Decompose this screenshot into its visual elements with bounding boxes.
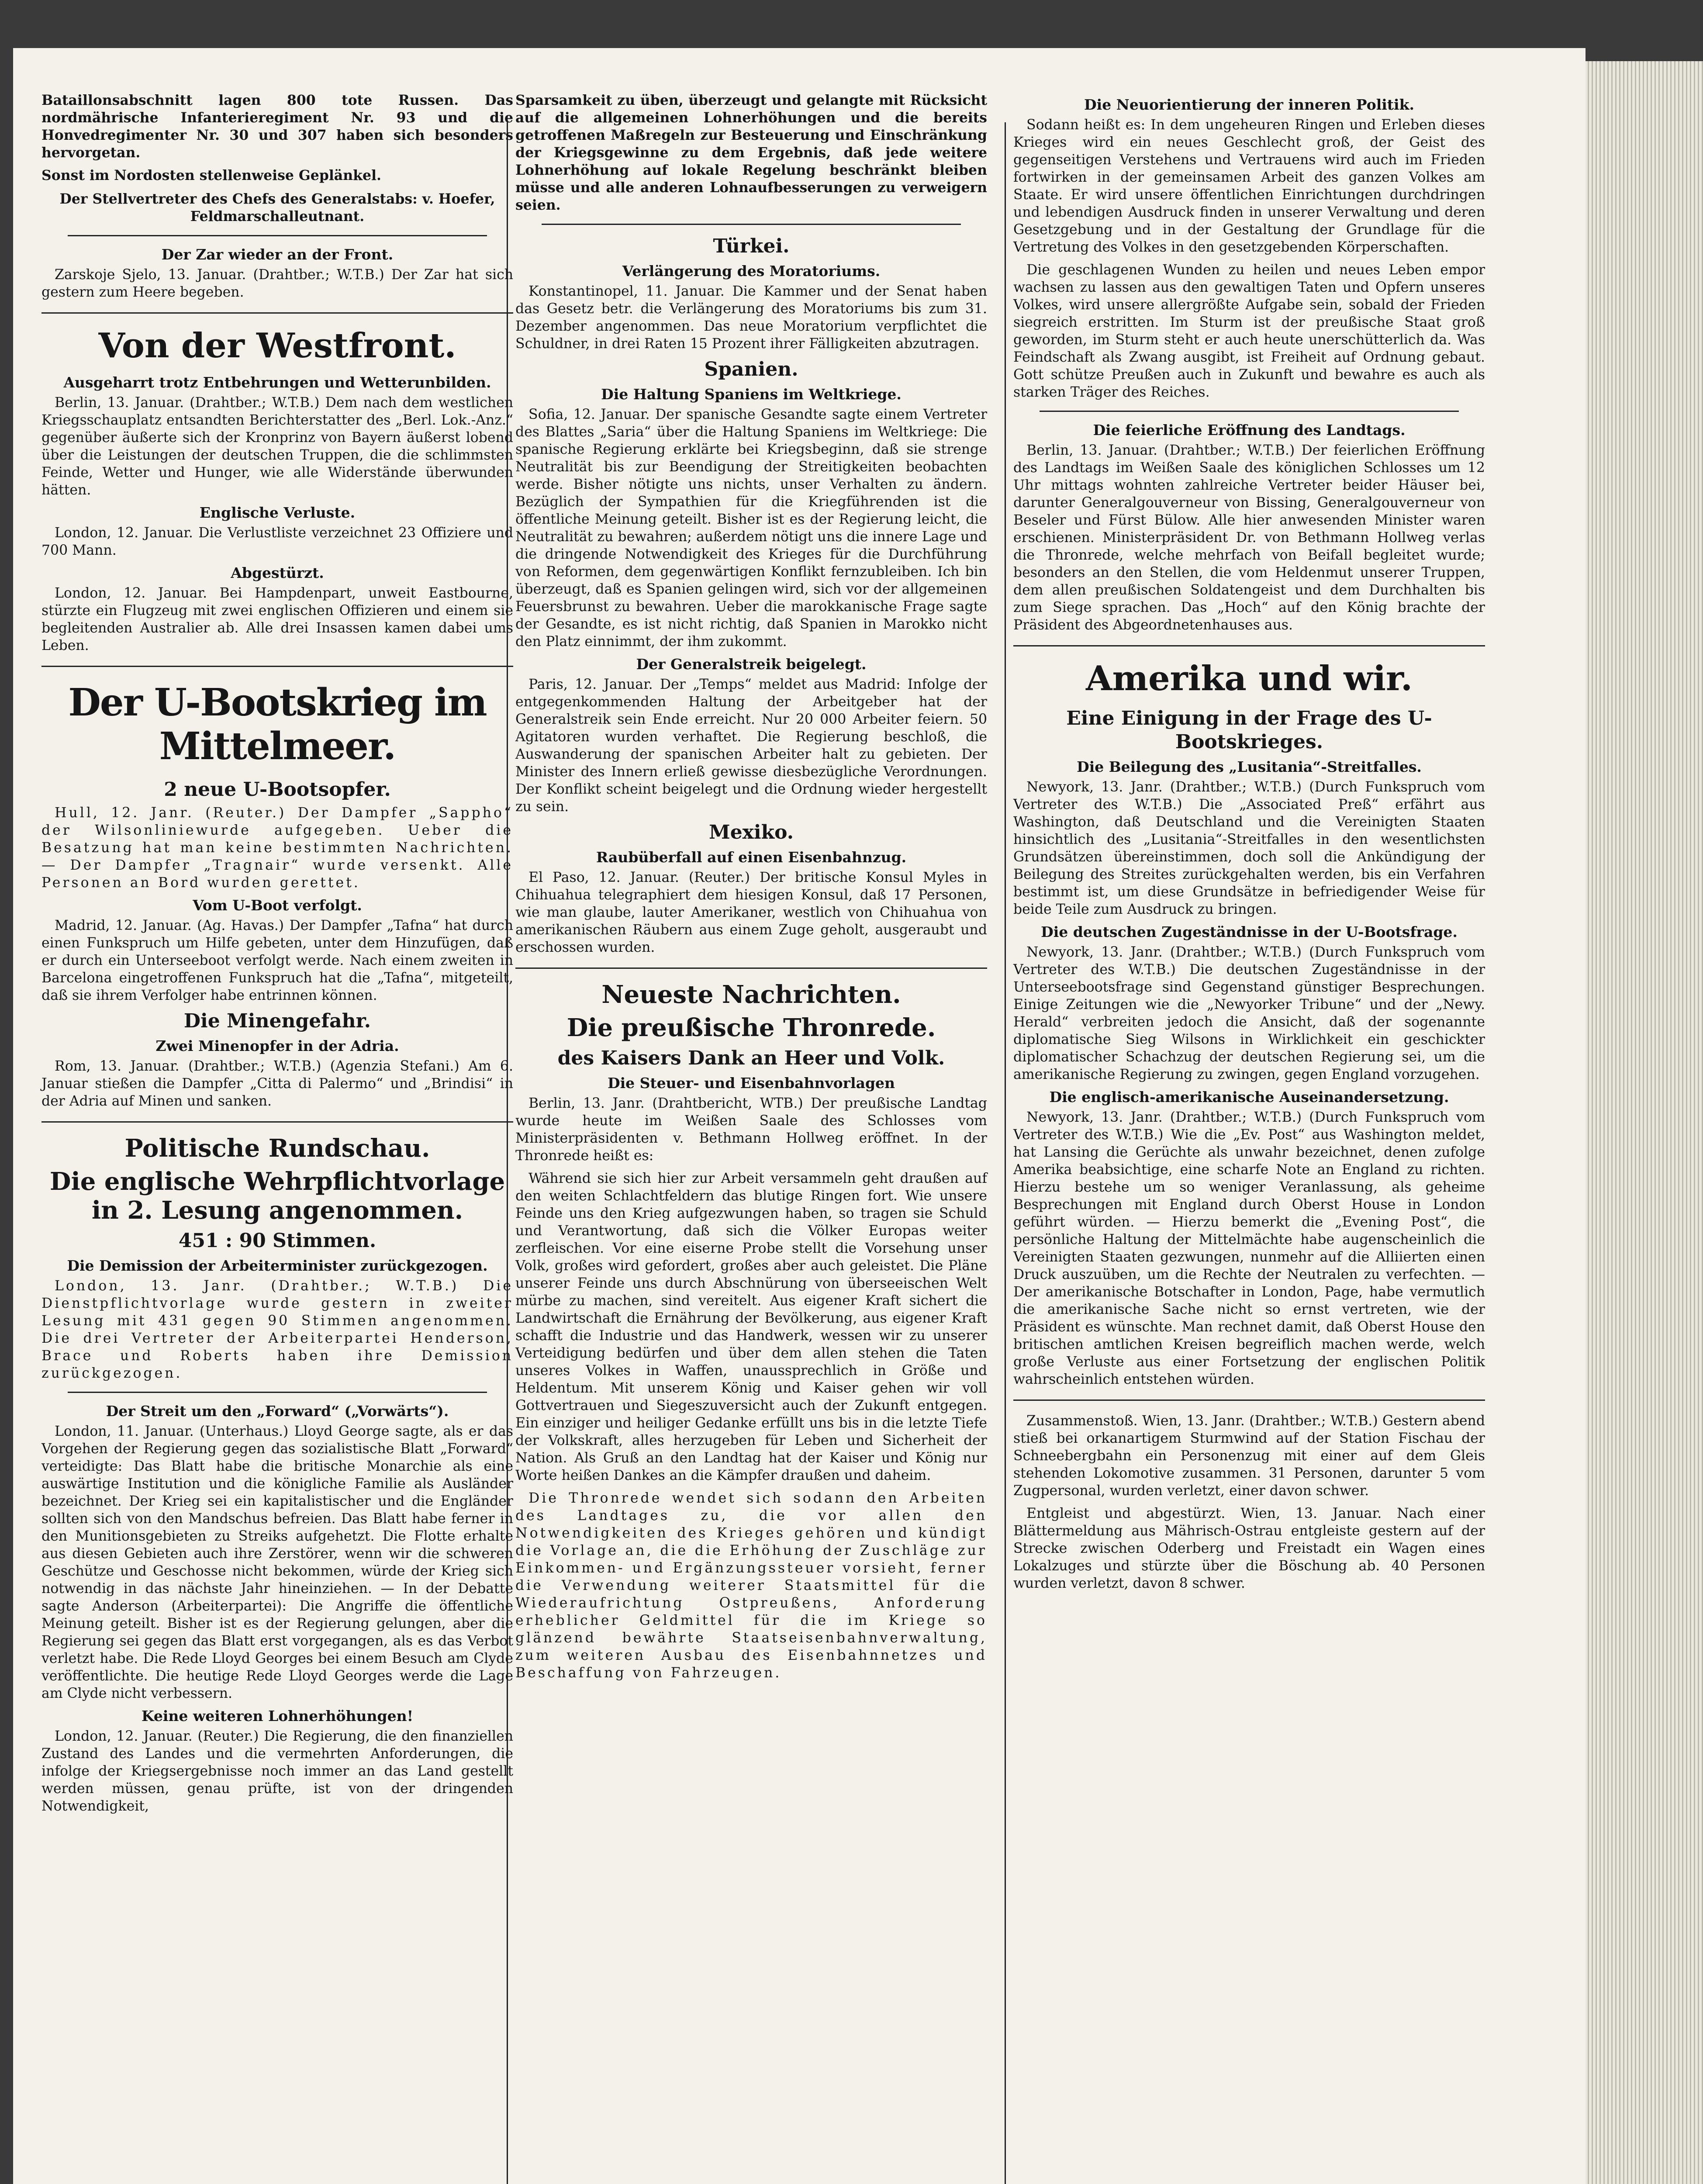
article-heading: Die deutschen Zugeständnisse in der U-Bootsfrage. <box>1041 923 1458 940</box>
article-text: Hull, 12. Janr. (Reuter.) Der Dampfer „Sappho“ der Wilsonliniewurde aufgegeben. Ueber die Besatzung hat man keine bestimmten Nachrichten. — Der Dampfer „Tragnair“ wurde versenkt. Alle Personen an Bord wurden gerettet. <box>41 805 513 891</box>
article-text: London, 11. Januar. (Unterhaus.) Lloyd George sagte, als er das Vorgehen der Regierung gegen das sozialistische Blatt „Forward“ verteidigte: Das Blatt habe die britische Monarchie als eine auswärtige Institution und die königliche Familie als Ausländer bezeichnet. Der Krieg sei ein kapitalistischer und die Engländer sollten sich von den Mandschus befreien. Das Blatt habe ferner in den Munitionsgebieten zu Streiks aufgehetzt. Die Flotte erhalte aus diesen Gebieten auch ihre Zerstörer, wenn wir die schweren Geschütze und Geschosse nicht bekommen, würde der Krieg sich notwendig in das nächste Jahr hineinziehen. — In der Debatte sagte Anderson (Arbeiterpartei): Die Angriffe die öffentliche Meinung geteilt. Bisher ist es der Regierung gelungen, aber die Regierung sei gegen das Blatt erst vorgegangen, als es das Verbot verletzt habe. Die Rede Lloyd Georges bei einem Besuch am Clyde veröffentlichte. Die heutige Rede Lloyd Georges werde die Lage am Clyde nicht verbessern. <box>41 1424 513 1701</box>
article-heading: Englische Verluste. <box>199 504 356 521</box>
column-2 <box>515 92 987 1687</box>
article-heading: Abgestürzt. <box>231 564 324 581</box>
divider <box>41 1121 513 1123</box>
section-heading: Von der Westfront. <box>98 326 456 366</box>
column-rule <box>1005 122 1006 2184</box>
article-text: London, 12. Januar. Bei Hampdenpart, unweit Eastbourne, stürzte ein Flugzeug mit zwei englischen Offizieren und einem sie begleitenden Australier ab. Alle drei Insassen kamen dabei ums Leben. <box>41 585 513 653</box>
vote-result: 451 : 90 Stimmen. <box>178 1230 377 1252</box>
article-text: London, 12. Januar. Die Verlustliste verzeichnet 23 Offiziere und 700 Mann. <box>41 525 513 558</box>
article-subheading: des Kaisers Dank an Heer und Volk. <box>557 1047 945 1069</box>
section-heading: Mexiko. <box>708 821 794 843</box>
article-subheading: Zwei Minenopfer in der Adria. <box>155 1037 399 1054</box>
article-subheading: 2 neue U-Bootsopfer. <box>164 778 391 801</box>
article-text: Newyork, 13. Janr. (Drahtber.; W.T.B.) (Durch Funkspruch vom Vertreter des W.T.B.) Die „Associated Preß“ erfährt aus Washington, daß Deutschland und die Vereinigten Staaten hinsichtlich des „Lusitania“-Streitfalles in den wesentlichsten Grundsätzen übereinstimmen, doch soll die Ankündigung der Beilegung des Streites zurückgehalten werden, bis ein Verfahren bestimmt ist, um diese Grundsätze in befriedigender Weise für beide Teile zum Ausdruck zu bringen. <box>1013 779 1485 917</box>
section-heading: Der U-Bootskrieg im Mittelmeer. <box>68 681 487 768</box>
section-heading: Türkei. <box>713 235 790 257</box>
article-heading: Die Neuorientierung der inneren Politik. <box>1084 96 1414 113</box>
article-text: Zarskoje Sjelo, 13. Januar. (Drahtber.; W.T.B.) Der Zar hat sich gestern zum Heere begeben. <box>41 267 513 300</box>
article-subheading: Eine Einigung in der Frage des U-Bootskrieges. <box>1066 707 1432 753</box>
divider <box>1013 1400 1485 1401</box>
article-subheading: Ausgeharrt trotz Entbehrungen und Wetterunbilden. <box>63 374 491 391</box>
article-text: Die geschlagenen Wunden zu heilen und neues Leben empor wachsen zu lassen aus den gewaltigen Taten und Opfern unseres Volkes, wird unsere allergrößte Aufgabe sein, sobald der Frieden siegreich erstritten. Im Sturm ist der preußische Staat groß geworden, im Sturm steht er auch heute unerschütterlich da. Was Feindschaft als Zwang ausgibt, ist Freiheit auf Ordnung gebaut. Gott schütze Preußen auch in Zukunft und bewahre es auch als starken Träger des Reiches. <box>1013 262 1485 400</box>
article-text: Zusammenstoß. Wien, 13. Janr. (Drahtber.; W.T.B.) Gestern abend stieß bei orkanartigem Sturmwind auf der Station Fischau der Schneebergbahn ein Personenzug mit einer auf dem Gleis stehenden Lokomotive zusammen. 31 Personen, darunter 5 vom Zugpersonal, wurden verletzt, einer davon schwer. <box>1013 1413 1485 1499</box>
divider <box>68 1392 487 1393</box>
article-text: Berlin, 13. Januar. (Drahtber.; W.T.B.) Dem nach dem westlichen Kriegsschauplatz entsandten Berichterstatter des „Berl. Lok.-Anz.“ gegenüber äußerte sich der Kronprinz von Bayern äußerst lobend über die Leistungen der deutschen Truppen, die die schlimmsten Feinde, Wetter und Hunger, wie alle Widerstände überwunden hätten. <box>41 395 513 498</box>
divider <box>41 312 513 314</box>
section-heading: Politische Rundschau. <box>124 1134 430 1163</box>
article-text: El Paso, 12. Januar. (Reuter.) Der britische Konsul Myles in Chihuahua telegraphiert dem hiesigen Konsul, daß 17 Personen, wie man glaube, lauter Amerikaner, westlich von Chihuahua von amerikanischen Räubern aus einem Zuge geholt, ausgeraubt und erschossen wurden. <box>515 870 987 955</box>
article-text: Die Thronrede wendet sich sodann den Arbeiten des Landtages zu, die vor allen den Notwendigkeiten des Krieges gehören und kündigt die Vorlage an, die die Erhöhung der Zuschläge zur Einkommen- und Ergänzungssteuer vorsieht, ferner die Verwendung weiterer Staatsmittel für die Wiederaufrichtung Ostpreußens, Anforderung erheblicher Geldmittel für die im Kriege so glänzend bewährte Staatseisenbahnverwaltung, zum weiteren Ausbau des Eisenbahnnetzes und Beschaffung von Fahrzeugen. <box>515 1490 987 1681</box>
article-subheading: Die Demission der Arbeiterminister zurückgezogen. <box>67 1257 488 1274</box>
article-text: Sonst im Nordosten stellenweise Geplänkel. <box>41 167 381 183</box>
article-text: Sodann heißt es: In dem ungeheuren Ringen und Erleben dieses Krieges wird ein neues Geschlecht groß, der Geist des gegenseitigen Verstehens und Vertrauens wird auch im Frieden fortwirken in der gemeinsamen Arbeit des ganzen Volkes am Staate. Er wird unsere öffentlichen Einrichtungen durchdringen und lebendigen Ausdruck finden in unserer Verwaltung und deren Gesetzgebung und in der Gestaltung der Grundlage für die Vertretung des Volkes in den gesetzgebenden Körperschaften. <box>1013 117 1485 255</box>
article-subheading: Die Steuer- und Eisenbahnvorlagen <box>607 1075 895 1092</box>
divider <box>515 968 987 969</box>
article-text: Berlin, 13. Januar. (Drahtber.; W.T.B.) Der feierlichen Eröffnung des Landtags im Weißen Saale des königlichen Schlosses um 12 Uhr mittags wohnten zahlreiche Vertreter beider Häuser bei, darunter Generalgouverneur von Bissing, Generalgouverneur von Beseler und Fürst Bülow. Alle hier anwesenden Minister waren erschienen. Ministerpräsident Dr. von Bethmann Hollweg verlas die Thronrede, welche mehrfach von Beifall begleitet wurde; besonders an den Stellen, die vom Heldenmut unserer Truppen, dem allen preußischen Soldatengeist und dem Durchhalten bis zum Siege sprachen. Das „Hoch“ auf den König brachte der Präsident des Abgeordnetenhauses aus. <box>1013 442 1485 633</box>
article-headline: Die preußische Thronrede. <box>567 1013 936 1042</box>
divider <box>1040 411 1459 412</box>
article-text: Sparsamkeit zu üben, überzeugt und gelangte mit Rücksicht auf die allgemeinen Lohnerhöhungen und die bereits getroffenen Maßregeln zur Besteuerung und Einschränkung der Kriegsgewinne zu dem Ergebnis, daß jede weitere Lohnerhöhung auf lokale Regelung beschränkt bleiben müsse und alle anderen Lohnaufbesserungen zu verweigern seien. <box>515 92 987 213</box>
article-text: Berlin, 13. Janr. (Drahtbericht, WTB.) Der preußische Landtag wurde heute im Weißen Saale des Schlosses vom Ministerpräsidenten v. Bethmann Hollweg eröffnet. In der Thronrede heißt es: <box>515 1095 987 1164</box>
article-text: Während sie sich hier zur Arbeit versammeln geht draußen auf den weiten Schlachtfeldern das blutige Ringen fort. Wie unsere Feinde uns den Krieg aufgezwungen haben, so tragen sie Schuld und Verantwortung, daß sich die Völker Europas weiter zerfleischen. Vor eine eiserne Probe stellt die Vorsehung unser Volk, großes wird gefordert, großes aber auch geleistet. Die Pläne unserer Feinde uns durch Abschnürung von überseeischen Welt mürbe zu machen, sind vereitelt. Aus eigener Kraft sichert die Landwirtschaft die Ernährung der Bevölkerung, aus eigener Kraft schafft die Industrie und das Handwerk, wessen wir zu unserer Verteidigung bedürfen und über dem allen stehen die Taten unseres Volkes in Waffen, unaussprechlich in Größe und Heldentum. Mit unserem König und Kaiser gehen wir voll Gottvertrauen und Siegeszuversicht auch der Zukunft entgegen. Ein einziger und heiliger Gedanke erfüllt uns bis in die letzte Tiefe der Volkskraft, alles herzugeben für Leben und Sicherheit der Nation. Als Gruß an den Landtag hat der Kaiser und König nur Worte heißen Dankes an die Kämpfer draußen und daheim. <box>515 1171 987 1483</box>
article-text: London, 12. Januar. (Reuter.) Die Regierung, die den finanziellen Zustand des Landes und die vermehrten Anforderungen, die infolge der Kriegsergebnisse noch immer an das Land gestellt werden müssen, genau prüfte, ist von der dringenden Notwendigkeit, <box>41 1728 513 1814</box>
divider <box>542 224 961 225</box>
article-headline: Die englische Wehrpflichtvorlage in 2. Lesung angenommen. <box>49 1167 505 1225</box>
article-text: Entgleist und abgestürzt. Wien, 13. Januar. Nach einer Blättermeldung aus Mährisch-Ostrau entgleiste gestern auf der Strecke zwischen Oderberg und Freistadt ein Wagen eines Lokalzuges und stürzte über die Böschung ab. 40 Personen wurden verletzt, davon 8 schwer. <box>1013 1506 1485 1591</box>
column-1 <box>41 92 513 1820</box>
divider <box>41 666 513 667</box>
article-heading: Die feierliche Eröffnung des Landtags. <box>1093 422 1406 439</box>
divider <box>68 235 487 236</box>
divider <box>1013 645 1485 646</box>
article-text: London, 13. Janr. (Drahtber.; W.T.B.) Die Dienstpflichtvorlage wurde gestern in zweiter Lesung mit 431 gegen 90 Stimmen angenommen. Die drei Vertreter der Arbeiterpartei Henderson, Brace und Roberts haben ihre Demission zurückgezogen. <box>41 1278 513 1381</box>
article-text: Newyork, 13. Janr. (Drahtber.; W.T.B.) (Durch Funkspruch vom Vertreter des W.T.B.) Die deutschen Zugeständnisse in der Unterseebootsfrage sind Gegenstand günstiger Besprechungen. Einige Zeitungen wie die „Newyorker Tribune“ und der „Newy. Herald“ verbreiten jedoch die Ansicht, daß der sogenannte diplomatische Sieg Wilsons in Wirklichkeit ein geschickter diplomatischer Schachzug der deutschen Regierung sei, um die amerikanische Regierung zu zwingen, gegen England vorzugehen. <box>1013 944 1485 1082</box>
article-heading: Die Beilegung des „Lusitania“-Streitfalles. <box>1077 758 1422 775</box>
article-heading: Keine weiteren Lohnerhöhungen! <box>141 1707 414 1724</box>
article-heading: Der Streit um den „Forward“ („Vorwärts“). <box>106 1403 449 1420</box>
article-text: Rom, 13. Januar. (Drahtber.; W.T.B.) (Agenzia Stefani.) Am 6. Januar stießen die Dampfer „Citta di Palermo“ und „Brindisi“ in der Adria auf Minen und sanken. <box>41 1058 513 1109</box>
signature-line: Der Stellvertreter des Chefs des Generalstabs: v. Hoefer, Feldmarschalleutnant. <box>59 191 495 225</box>
article-text: Paris, 12. Januar. Der „Temps“ meldet aus Madrid: Infolge der entgegenkommenden Haltung der Arbeitgeber hat der Generalstreik sein Ende erreicht. Nur 20 000 Arbeiter feiern. 50 Agitatoren wurden verhaftet. Die Regierung beschloß, die Auswanderung der spanischen Arbeiter halt zu gebieten. Der Minister des Innern erließ gewisse diesbezügliche Verordnungen. Der Konflikt scheint beigelegt und die Ordnung wieder hergestellt zu sein. <box>515 677 987 815</box>
article-heading: Die Haltung Spaniens im Weltkriege. <box>601 386 902 403</box>
article-heading: Der Generalstreik beigelegt. <box>636 656 867 673</box>
article-heading: Raubüberfall auf einen Eisenbahnzug. <box>596 849 907 866</box>
article-heading: Die Minengefahr. <box>183 1010 371 1032</box>
article-text: Sofia, 12. Januar. Der spanische Gesandte sagte einem Vertreter des Blattes „Saria“ über die Haltung Spaniens im Weltkriege: Die spanische Regierung erklärte bei Kriegsbeginn, daß sie strenge Neutralität bis zur Beendigung der Streitigkeiten beobachten werde. Bisher nötigte uns nichts, unser Verhalten zu ändern. Bezüglich der Sympathien für die Kriegführenden ist die öffentliche Meinung geteilt. Bisher ist es der Regierung leicht, die Neutralität zu bewahren; außerdem nötigt uns die innere Lage und die dringende Notwendigkeit des Krieges für die Durchführung von Reformen, dem gegenwärtigen Konflikt fernzubleiben. Ich bin überzeugt, daß es Spanien gelingen wird, sich vor der allgemeinen Feuersbrunst zu bewahren. Ueber die marokkanische Frage sagte der Gesandte, es ist nicht richtig, daß Spanien in Marokko nicht den Platz einnimmt, der ihm zukommt. <box>515 407 987 650</box>
section-heading: Neueste Nachrichten. <box>601 980 901 1009</box>
column-3 <box>1013 92 1485 1597</box>
article-text: Madrid, 12. Januar. (Ag. Havas.) Der Dampfer „Tafna“ hat durch einen Funkspruch um Hilfe gebeten, unter dem Hinzufügen, daß er durch ein Unterseeboot verfolgt werde. Nach einem zweiten in Barcelona eingetroffenen Funkspruch hat die „Tafna“, mitgeteilt, daß sie ihrem Verfolger habe entrinnen können. <box>41 918 513 1003</box>
article-text: Newyork, 13. Janr. (Drahtber.; W.T.B.) (Durch Funkspruch vom Vertreter des W.T.B.) Wie die „Ev. Post“ aus Washington meldet, hat Lansing die Gerüchte als unwahr bezeichnet, denen zufolge Amerika beabsichtige, eine scharfe Note an England zu richten. Hierzu bestehe um so weniger Veranlassung, als geheime Besprechungen mit England durch Oberst House in London geführt würden. — Hierzu bemerkt die „Evening Post“, die persönliche Haltung der Mittelmächte habe augenscheinlich die Vereinigten Staaten gezwungen, nunmehr auf die Alliierten einen Druck auszuüben, um die Rechte der Neutralen zu verfechten. — Der amerikanische Botschafter in London, Page, habe vermutlich die amerikanische Sache nicht so ernst vertreten, wie der Präsident es wünschte. Man rechnet damit, daß Oberst House den britischen amtlichen Kreisen begreiflich machen werde, welch große Verluste aus einer Fortsetzung der englischen Politik wahrscheinlich entstehen würden. <box>1013 1109 1485 1387</box>
article-heading: Die englisch-amerikanische Auseinandersetzung. <box>1049 1089 1449 1106</box>
article-heading: Vom U-Boot verfolgt. <box>193 897 362 914</box>
section-heading: Spanien. <box>704 358 798 380</box>
section-heading: Amerika und wir. <box>1085 659 1413 698</box>
article-text: Konstantinopel, 11. Januar. Die Kammer und der Senat haben das Gesetz betr. die Verlängerung des Moratoriums bis zum 31. Dezember angenommen. Das neue Moratorium verpflichtet die Schuldner, in drei Raten 15 Prozent ihrer Fälligkeiten abzutragen. <box>515 283 987 352</box>
book-page-edges <box>1581 61 1703 2184</box>
article-heading: Der Zar wieder an der Front. <box>161 246 394 263</box>
article-heading: Verlängerung des Moratoriums. <box>622 263 881 280</box>
article-text: Bataillonsabschnitt lagen 800 tote Russen. Das nordmährische Infanterieregiment Nr. 93 und die Honvedregimenter Nr. 30 und 307 haben sich besonders hervorgetan. <box>41 92 513 161</box>
